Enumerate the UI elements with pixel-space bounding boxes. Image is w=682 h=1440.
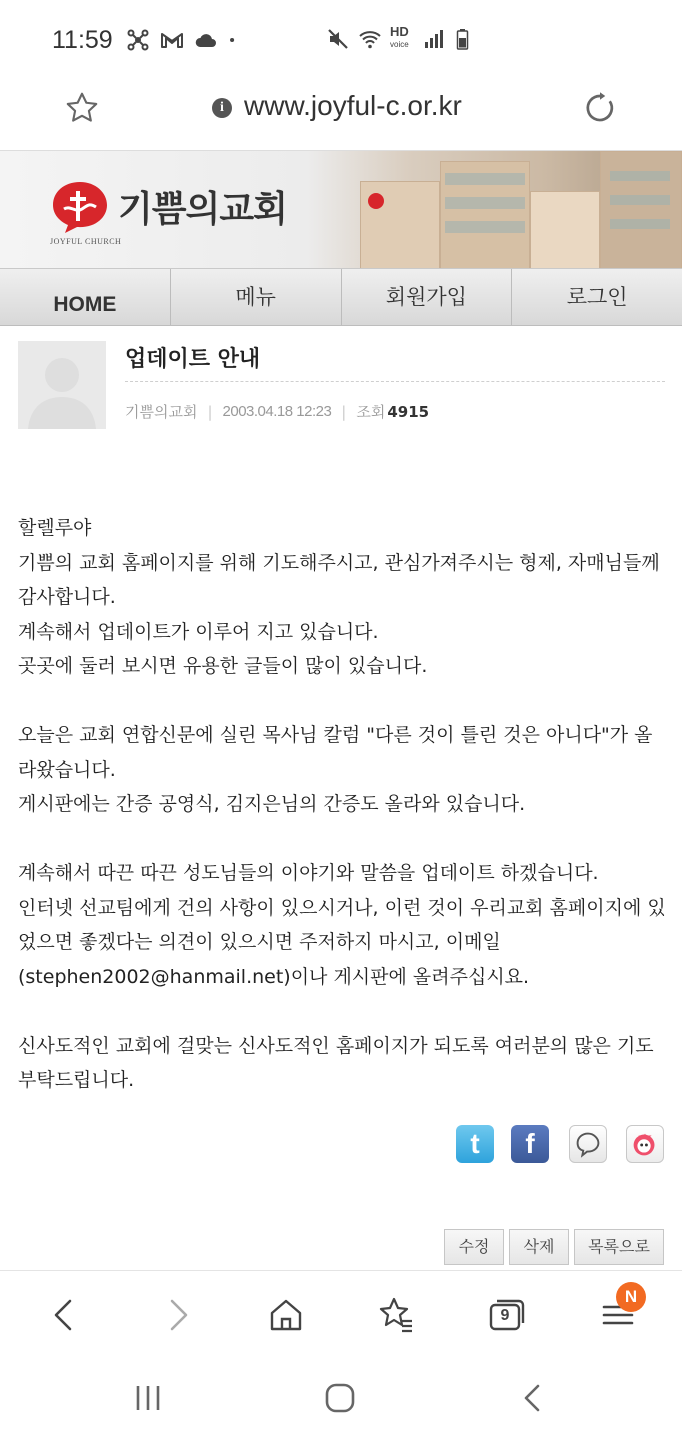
building-image [350, 151, 682, 268]
recent-apps-icon[interactable] [128, 1378, 168, 1418]
main-nav [0, 268, 682, 326]
reload-icon[interactable] [582, 90, 618, 126]
star-icon[interactable] [64, 90, 100, 126]
cloud-icon [194, 28, 218, 52]
body-line: 할렐루야 [18, 517, 92, 539]
system-home-icon[interactable] [320, 1378, 360, 1418]
nav-signup[interactable]: 회원가입 [342, 269, 513, 325]
tabs-button[interactable] [486, 1295, 526, 1335]
facebook-share-button[interactable] [511, 1125, 549, 1163]
kakaostory-icon [570, 1126, 606, 1162]
signal-icon [422, 27, 446, 51]
delete-button[interactable]: 삭제 [509, 1229, 569, 1265]
body-line: 오늘은 교회 연합신문에 실린 목사님 칼럼 "다른 것이 틀린 것은 아니다"가 올라왔습니다. [18, 724, 653, 781]
meta-separator: | [207, 402, 213, 421]
site-sub: JOYFUL CHURCH [50, 237, 122, 246]
post-body [18, 511, 666, 1098]
twitter-icon: t [470, 1128, 480, 1159]
notification-badge: N [616, 1282, 646, 1312]
hd-voice-icon [390, 26, 414, 52]
browser-url-bar[interactable] [0, 80, 682, 150]
site-banner [0, 150, 682, 268]
voice-label: voice [390, 40, 409, 49]
edit-button[interactable]: 수정 [444, 1229, 504, 1265]
body-line: 게시판에는 간증 공영식, 김지은님의 간증도 올라와 있습니다. [18, 793, 526, 815]
status-time: 11:59 [52, 26, 113, 54]
body-line: 신사도적인 교회에 걸맞는 신사도적인 홈페이지가 되도록 여러분의 많은 기도 부탁드립니다. [18, 1034, 654, 1091]
views-count: 4915 [387, 402, 430, 421]
body-line: 기쁨의 교회 홈페이지를 위해 기도해주시고, 관심가져주시는 형제, 자매님들께 감사합니다. [18, 551, 660, 608]
mute-icon [326, 27, 350, 51]
hd-label: HD [390, 24, 409, 39]
user-silhouette-icon [18, 341, 106, 429]
post-title: 업데이트 안내 [125, 347, 261, 372]
home-icon[interactable] [266, 1295, 306, 1335]
me2day-icon [627, 1126, 663, 1162]
list-button[interactable]: 목록으로 [574, 1229, 664, 1265]
post-date: 2003.04.18 12:23 [222, 403, 332, 420]
post-author: 기쁨의교회 [125, 403, 198, 421]
forward-icon[interactable] [158, 1295, 198, 1335]
system-back-icon[interactable] [512, 1378, 552, 1418]
twitter-share-button[interactable] [456, 1125, 494, 1163]
site-name[interactable]: 기쁨의교회 [118, 189, 287, 230]
network-icon [126, 28, 150, 52]
meta-separator: | [341, 402, 347, 421]
browser-toolbar [0, 1270, 682, 1356]
body-line: 곳곳에 둘러 보시면 유용한 글들이 많이 있습니다. [18, 655, 428, 677]
body-line: 계속해서 업데이트가 이루어 지고 있습니다. [18, 620, 379, 643]
tabs-count: 9 [500, 1307, 510, 1324]
gmail-icon [160, 28, 184, 52]
nav-home[interactable]: HOME [0, 269, 171, 325]
dot-icon [228, 28, 242, 52]
back-icon[interactable] [44, 1295, 84, 1335]
info-icon[interactable]: i [212, 98, 232, 118]
url-text[interactable]: www.joyful-c.or.kr [244, 90, 462, 121]
me2day-share-button[interactable] [626, 1125, 664, 1163]
body-line: 인터넷 선교팀에게 건의 사항이 있으시거나, 이런 것이 우리교회 홈페이지에 있었으면 좋겠다는 의견이 있으시면 주저하지 마시고, 이메일(stephen2002@hanmail.net)이나 게시판에 올려주십시요. [18, 896, 666, 988]
kakaostory-share-button[interactable] [569, 1125, 607, 1163]
views-label: 조회 [356, 403, 386, 421]
bookmarks-icon[interactable] [376, 1295, 416, 1335]
system-navigation-bar [0, 1356, 682, 1440]
battery-icon [454, 27, 478, 51]
status-left-icons [126, 28, 242, 52]
body-line: 계속해서 따끈 따끈 성도님들의 이야기와 말씀을 업데이트 하겠습니다. [18, 862, 599, 884]
author-avatar [18, 341, 106, 429]
status-bar [0, 0, 682, 80]
nav-login[interactable]: 로그인 [566, 285, 628, 309]
status-right-icons [326, 26, 478, 52]
post-meta [125, 401, 429, 422]
wifi-icon [358, 27, 382, 51]
title-divider [125, 381, 665, 382]
nav-menu[interactable]: 메뉴 [171, 269, 342, 325]
facebook-icon: f [525, 1128, 535, 1159]
church-logo-icon[interactable] [50, 179, 110, 235]
